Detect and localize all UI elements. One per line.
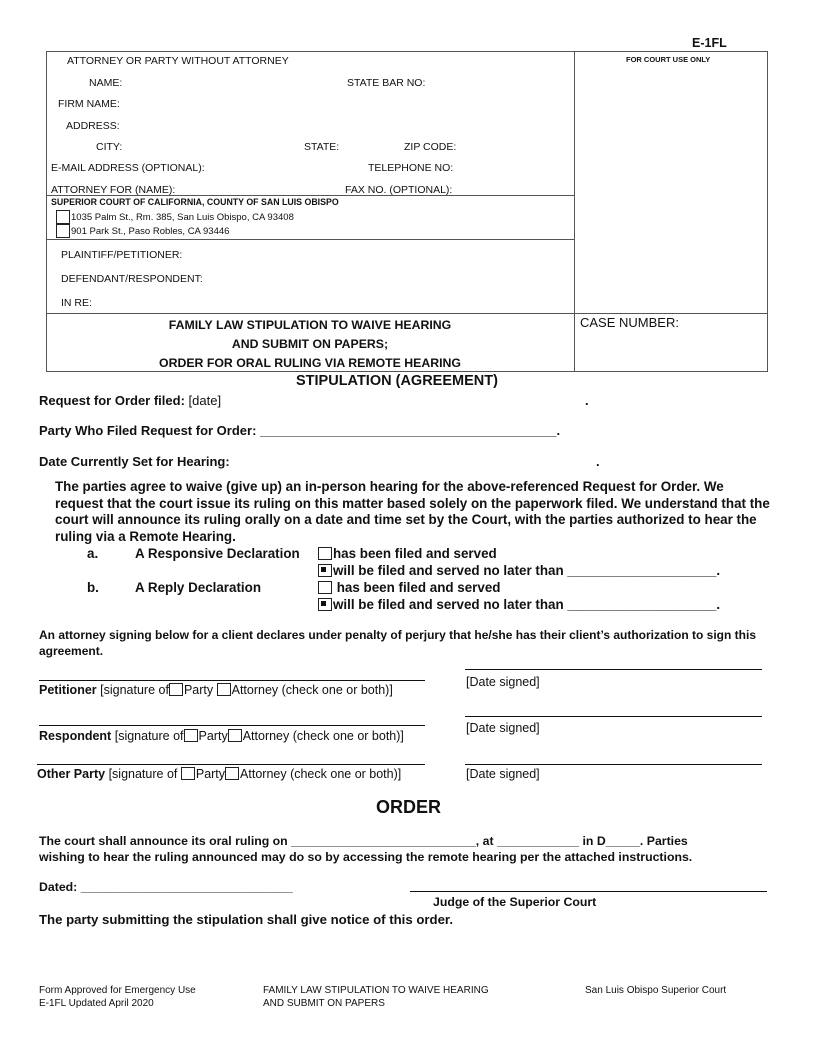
item-a-will-option[interactable] (318, 563, 720, 578)
court-use-label: FOR COURT USE ONLY (626, 55, 711, 64)
item-a-filed-option[interactable] (318, 546, 497, 561)
order-line-1a: The court shall announce its oral ruling on (39, 834, 288, 848)
petitioner-sig-of: [signature of (100, 683, 169, 697)
court-location-1[interactable] (56, 210, 294, 224)
in-re-label: IN RE: (61, 297, 92, 309)
item-b-filed-option[interactable] (318, 580, 500, 595)
email-label: E-MAIL ADDRESS (OPTIONAL): (51, 162, 205, 174)
dated-label: Dated: (39, 880, 78, 894)
other-signature-line[interactable] (37, 764, 425, 765)
party-filed-label: Party Who Filed Request for Order: (39, 423, 257, 438)
item-a-date-blank[interactable]: ____________________. (567, 563, 721, 578)
petitioner-date-line[interactable] (465, 669, 762, 670)
court-location-2[interactable] (56, 224, 229, 238)
item-b-label: A Reply Declaration (135, 580, 262, 595)
order-line-1b: , at (475, 834, 494, 848)
item-a-filed-checkbox[interactable] (318, 547, 332, 560)
respondent-sig-caption (39, 729, 404, 743)
respondent-attorney-checkbox[interactable] (228, 729, 242, 742)
item-b-will-option[interactable] (318, 597, 720, 612)
state-bar-label: STATE BAR NO: (347, 77, 426, 89)
petitioner-signature-line[interactable] (39, 680, 425, 681)
respondent-label: Respondent (39, 729, 112, 743)
item-a-will-text: will be filed and served no later than (333, 563, 564, 578)
other-party-checkbox[interactable] (181, 767, 195, 780)
rfo-filed-period: . (585, 393, 589, 408)
attorney-declaration: An attorney signing below for a client declares under penalty of perjury that he/she has their client’s authorization to sign this agreement. (39, 628, 757, 658)
zip-label: ZIP CODE: (404, 141, 457, 153)
petitioner-attorney-checkbox[interactable] (217, 683, 231, 696)
ruling-time-blank[interactable]: ____________ (496, 834, 580, 848)
petitioner-party-text: Party (183, 683, 214, 697)
stipulation-paragraph: The parties agree to waive (give up) an in-person hearing for the above-referenced Request for Order. We request that the court issue its ruling on this matter based solely on the paperwork filed. We understand that the court will announce its ruling orally on a date and time set by the Court, with the parties authorized to hear the ruling via a Remote Hearing. (55, 479, 770, 544)
fax-label: FAX NO. (OPTIONAL): (345, 184, 453, 196)
title-line-3: ORDER FOR ORAL RULING VIA REMOTE HEARING (159, 356, 461, 370)
court-name: SUPERIOR COURT OF CALIFORNIA, COUNTY OF SAN LUIS OBISPO (51, 197, 339, 207)
petitioner-party-checkbox[interactable] (169, 683, 183, 696)
respondent-party-checkbox[interactable] (184, 729, 198, 742)
item-b-letter: b. (87, 580, 99, 595)
respondent-date-caption: [Date signed] (466, 721, 540, 735)
footer-left-1: Form Approved for Emergency Use (39, 985, 196, 996)
caption-rule-3 (46, 313, 767, 314)
hearing-period: . (596, 454, 600, 469)
other-date-caption: [Date signed] (466, 767, 540, 781)
item-b-filed-checkbox[interactable] (318, 581, 332, 594)
title-line-2: AND SUBMIT ON PAPERS; (231, 337, 389, 351)
footer-center (263, 985, 489, 1010)
respondent-signature-line[interactable] (39, 725, 425, 726)
footer-right: San Luis Obispo Superior Court (585, 985, 727, 996)
telephone-label: TELEPHONE NO: (368, 162, 454, 174)
petitioner-attorney-text: Attorney (check one or both)] (231, 683, 393, 697)
dated-row (39, 880, 293, 894)
form-id: E-1FL (692, 36, 727, 50)
judge-signature-line[interactable] (410, 891, 767, 892)
attorney-for-label: ATTORNEY FOR (NAME): (51, 184, 176, 196)
rfo-filed-label: Request for Order filed: (39, 393, 185, 408)
order-heading: ORDER (376, 797, 442, 817)
dept-blank[interactable]: _____ (605, 834, 640, 848)
respondent-attorney-text: Attorney (check one or both)] (242, 729, 404, 743)
other-date-line[interactable] (465, 764, 762, 765)
defendant-label: DEFENDANT/RESPONDENT: (61, 273, 203, 285)
case-number-label: CASE NUMBER: (580, 315, 679, 330)
name-label: NAME: (89, 77, 123, 89)
attorney-header: ATTORNEY OR PARTY WITHOUT ATTORNEY (67, 55, 289, 67)
notice-text: The party submitting the stipulation shall give notice of this order. (39, 912, 453, 927)
item-a-filed-text: has been filed and served (333, 546, 497, 561)
ruling-date-blank[interactable]: ___________________________ (291, 834, 476, 848)
title-line-1: FAMILY LAW STIPULATION TO WAIVE HEARING (168, 318, 452, 332)
other-attorney-text: Attorney (check one or both)] (240, 767, 402, 781)
item-a-will-checkbox[interactable] (318, 564, 332, 577)
footer-center-1: FAMILY LAW STIPULATION TO WAIVE HEARING (263, 985, 489, 996)
item-b-will-checkbox[interactable] (318, 598, 332, 611)
item-a-letter: a. (87, 546, 99, 561)
respondent-party-text: Party (198, 729, 228, 743)
footer-left (39, 985, 196, 1010)
order-line-1c: in D (582, 834, 606, 848)
location-checkbox-slo[interactable] (56, 210, 70, 224)
item-a-label: A Responsive Declaration (135, 546, 300, 561)
location-text-paso: 901 Park St., Paso Robles, CA 93446 (71, 226, 230, 237)
party-filed-row (39, 423, 560, 438)
respondent-sig-of: [signature of (114, 729, 184, 743)
plaintiff-label: PLAINTIFF/PETITIONER: (61, 249, 183, 261)
footer-center-2: AND SUBMIT ON PAPERS (263, 997, 385, 1009)
judge-label: Judge of the Superior Court (433, 895, 597, 909)
state-label: STATE: (304, 141, 340, 153)
dated-blank[interactable]: _______________________________ (80, 880, 293, 894)
hearing-label: Date Currently Set for Hearing: (39, 454, 230, 469)
order-line-2: wishing to hear the ruling announced may do so by accessing the remote hearing per the attached instructions. (39, 850, 693, 864)
other-party-text: Party (195, 767, 226, 781)
party-filed-blank[interactable]: _________________________________________. (260, 423, 561, 438)
rfo-filed-value[interactable]: [date] (188, 393, 222, 408)
other-attorney-checkbox[interactable] (225, 767, 239, 780)
other-party-label: Other Party (37, 767, 106, 781)
petitioner-sig-caption (39, 683, 393, 697)
location-checkbox-paso[interactable] (56, 224, 70, 238)
caption-rule-2 (46, 239, 574, 240)
order-line-1 (39, 834, 688, 848)
item-b-will-text: will be filed and served no later than (333, 597, 564, 612)
rfo-filed-row (39, 393, 221, 408)
petitioner-label: Petitioner (39, 683, 97, 697)
firm-name-label: FIRM NAME: (58, 98, 120, 110)
order-line-1d: . Parties (639, 834, 688, 848)
respondent-date-line[interactable] (465, 716, 762, 717)
footer-left-2: E-1FL Updated April 2020 (39, 997, 154, 1009)
stipulation-heading: STIPULATION (AGREEMENT) (296, 373, 498, 389)
address-label: ADDRESS: (66, 120, 120, 132)
other-sig-caption (37, 767, 401, 781)
caption-divider (574, 51, 575, 371)
item-b-date-blank[interactable]: ____________________. (567, 597, 721, 612)
item-b-filed-text: has been filed and served (336, 580, 501, 595)
petitioner-date-caption: [Date signed] (466, 675, 540, 689)
location-text-slo: 1035 Palm St., Rm. 385, San Luis Obispo, CA 93408 (71, 212, 294, 223)
city-label: CITY: (96, 141, 123, 153)
other-sig-of: [signature of (108, 767, 178, 781)
